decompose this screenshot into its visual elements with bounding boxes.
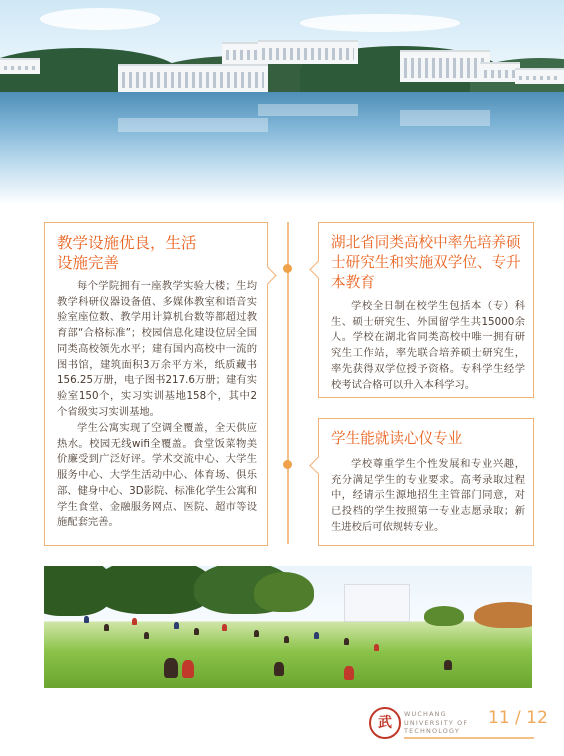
section-paragraph: 每个学院拥有一座教学实验大楼；生均教学科研仪器设备值、多媒体教室和语音实验室座位数、教学用计算机台数等都超过教育部“合格标准”；校园信息化建设位居全国同类高校领先水平；建有国内高校中一流的图书馆，建筑面积3万余平方米，纸质藏书156.25万册，电子图书217.6万册；建有实验室150个，实习实训基地158个，其中2个省级实习实训基地。 [57,280,257,418]
section-title: 教学设施优良，生活设施完善 [57,234,197,272]
section-paragraph: 学生公寓实现了空调全覆盖，全天供应热水。校园无线wifi全覆盖。食堂饭菜物美价廉受到广泛好评。学术交流中心、大学生服务中心、大学生活动中心、体育场、俱乐部、健身中心、3D影院、标准化学生公寓和学生食堂、金融服务网点、医院、超市等设施配套完善。 [57,422,257,529]
section-facilities [44,222,268,546]
section-title: 学生能就读心仪专业 [331,430,463,447]
timeline-dot [283,264,292,273]
section-paragraph: 学校尊重学生个性发展和专业兴趣，充分满足学生的专业要求。高考录取过程中，经请示生源地招生主管部门同意，对已投档的学生按照第一专业志愿录取；新生进校后可依规转专业。 [331,458,525,533]
university-name-line: WUCHANG [404,710,447,718]
page-number: 11 / 12 [488,708,548,728]
university-name-line: TECHNOLOGY [404,727,460,736]
campus-panorama [0,0,564,205]
footer-divider [404,737,534,739]
university-name-line: UNIVERSITY OF [404,718,469,727]
university-name [404,710,474,736]
university-seal-icon: 武 [369,707,401,739]
timeline-dot [283,460,292,469]
section-major-choice [318,418,534,546]
campus-lawn-photo [44,566,532,688]
section-title: 湖北省同类高校中率先培养硕士研究生和实施双学位、专升本教育 [331,234,521,291]
section-graduate-programs [318,222,534,398]
section-paragraph: 学校全日制在校学生包括本（专）科生、硕士研究生、外国留学生共15000余人。学校在湖北省同类高校中唯一拥有研究生工作站，率先联合培养硕士研究生，率先获得双学位授予资格。专科学生经学校考试合格可以升入本科学习。 [331,300,525,391]
